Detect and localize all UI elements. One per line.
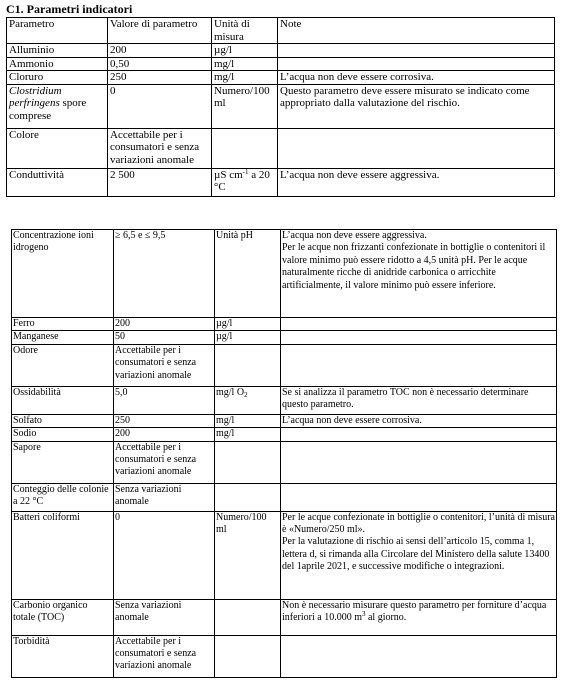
section-title: C1. Parametri indicatori xyxy=(6,2,133,16)
note-cell xyxy=(281,511,557,599)
table-header-row xyxy=(7,18,555,44)
note-superscript: 3 xyxy=(361,610,366,619)
note-cell xyxy=(278,128,555,168)
unit-cell: mg/l xyxy=(215,414,281,427)
unit-cell: Numero/100 ml xyxy=(212,84,278,128)
note-cell: Se si analizza il parametro TOC non è necessario determinare questo parametro. xyxy=(281,386,557,414)
table-row xyxy=(12,230,557,318)
note-line: L’acqua non deve essere aggressiva. xyxy=(282,230,427,241)
unit-text-post: a 20 °C xyxy=(214,168,270,193)
value-cell: 50 xyxy=(114,331,215,344)
note-cell xyxy=(281,230,557,318)
unit-cell: µg/l xyxy=(212,44,278,58)
value-cell: Accettabile per i consumatori e senza variazioni anomale xyxy=(114,344,215,386)
value-cell: Senza variazioni anomale xyxy=(114,483,215,511)
note-cell xyxy=(278,44,555,58)
table-row xyxy=(12,414,557,427)
unit-cell: Unità pH xyxy=(215,230,281,318)
value-cell: 0,50 xyxy=(108,57,212,71)
param-cell: Conteggio delle colonie a 22 °C xyxy=(12,483,114,511)
indicator-parameters-table xyxy=(6,17,555,197)
indicator-parameters-table-continued xyxy=(11,229,557,678)
unit-cell xyxy=(215,483,281,511)
param-cell: Colore xyxy=(7,128,108,168)
param-cell: Odore xyxy=(12,344,114,386)
unit-cell: mg/l xyxy=(212,71,278,85)
unit-cell: µg/l xyxy=(215,318,281,331)
value-cell: ≥ 6,5 e ≤ 9,5 xyxy=(114,230,215,318)
header-valore: Valore di parametro xyxy=(108,18,212,44)
table-row xyxy=(7,71,555,85)
note-cell: L’acqua non deve essere corrosiva. xyxy=(278,71,555,85)
note-text: Non è necessario misurare questo parametro per forniture d’acqua inferiori a 10.000 m xyxy=(282,599,547,624)
param-cell: Alluminio xyxy=(7,44,108,58)
unit-cell xyxy=(215,386,281,414)
note-cell: L’acqua non deve essere aggressiva. xyxy=(278,168,555,196)
param-cell: Batteri coliformi xyxy=(12,511,114,599)
unit-cell: µg/l xyxy=(215,331,281,344)
table-row xyxy=(12,599,557,635)
param-cell: Carbonio organico totale (TOC) xyxy=(12,599,114,635)
unit-cell: mg/l xyxy=(212,57,278,71)
unit-text: mg/l O xyxy=(216,386,245,398)
param-cell: Solfato xyxy=(12,414,114,427)
value-cell: 0 xyxy=(108,84,212,128)
value-cell: Accettabile per i consumatori e senza variazioni anomale xyxy=(114,441,215,483)
value-cell: 250 xyxy=(114,414,215,427)
value-cell: 0 xyxy=(114,511,215,599)
table-row xyxy=(7,44,555,58)
unit-cell xyxy=(212,128,278,168)
value-cell: Accettabile per i consumatori e senza variazioni anomale xyxy=(108,128,212,168)
value-cell: 200 xyxy=(114,318,215,331)
header-unita: Unità di misura xyxy=(212,18,278,44)
note-cell xyxy=(281,318,557,331)
table-row xyxy=(12,483,557,511)
param-cell: Sodio xyxy=(12,428,114,441)
value-cell: 5,0 xyxy=(114,386,215,414)
table-row xyxy=(12,428,557,441)
param-cell: Ferro xyxy=(12,318,114,331)
param-cell: Conduttività xyxy=(7,168,108,196)
unit-text: µS cm xyxy=(214,168,243,181)
note-cell xyxy=(281,635,557,677)
unit-superscript: -1 xyxy=(242,168,249,176)
unit-cell: Numero/100 ml xyxy=(215,511,281,599)
value-cell: 200 xyxy=(114,428,215,441)
table-row xyxy=(12,386,557,414)
unit-cell xyxy=(215,441,281,483)
header-note: Note xyxy=(278,18,555,44)
unit-cell xyxy=(212,168,278,196)
note-line: Per le acque non frizzanti confezionate in bottiglie o contenitori il valore minimo può essere ridotto a 4,5 unità pH. Per le acque naturalmente ricche di anidride carbonica o arricchite artificialmente, il valore minimo può essere inferiore. xyxy=(282,242,546,291)
table-row xyxy=(7,128,555,168)
unit-cell: mg/l xyxy=(215,428,281,441)
note-cell xyxy=(281,599,557,635)
note-cell xyxy=(281,483,557,511)
unit-subscript: 2 xyxy=(244,390,248,399)
value-cell: 250 xyxy=(108,71,212,85)
note-line: Per le acque confezionate in bottiglie o contenitori, l’unità di misura è «Numero/250 ml». xyxy=(282,511,555,536)
table-row xyxy=(7,84,555,128)
note-cell: Questo parametro deve essere misurato se indicato come appropriato dalla valutazione del rischio. xyxy=(278,84,555,128)
value-cell: 200 xyxy=(108,44,212,58)
table-row xyxy=(12,441,557,483)
param-italic: Clostridium perfringens xyxy=(9,84,62,109)
param-cell: Torbidità xyxy=(12,635,114,677)
table-row xyxy=(12,511,557,599)
value-cell: Senza variazioni anomale xyxy=(114,599,215,635)
param-cell: Concentrazione ioni idrogeno xyxy=(12,230,114,318)
note-line: Per la valutazione di rischio ai sensi dell’articolo 15, comma 1, lettera d, si rimanda alla Circolare del Ministero della salute 13400 del 1aprile 2021, e successive modifiche o integrazioni. xyxy=(282,536,550,573)
value-cell: Accettabile per i consumatori e senza variazioni anomale xyxy=(114,635,215,677)
note-text-post: al giorno. xyxy=(365,612,407,624)
unit-cell xyxy=(215,599,281,635)
table-row xyxy=(7,57,555,71)
table-row xyxy=(7,168,555,196)
table-row xyxy=(12,318,557,331)
header-parametro: Parametro xyxy=(7,18,108,44)
param-cell: Ammonio xyxy=(7,57,108,71)
note-cell xyxy=(281,441,557,483)
unit-cell xyxy=(215,635,281,677)
value-cell: 2 500 xyxy=(108,168,212,196)
table-row xyxy=(12,344,557,386)
param-cell xyxy=(7,84,108,128)
table-row xyxy=(12,331,557,344)
note-cell xyxy=(278,57,555,71)
note-cell xyxy=(281,344,557,386)
table-row xyxy=(12,635,557,677)
param-cell: Sapore xyxy=(12,441,114,483)
param-rest: spore comprese xyxy=(9,97,87,122)
unit-cell xyxy=(215,344,281,386)
note-cell: L’acqua non deve essere corrosiva. xyxy=(281,414,557,427)
note-cell xyxy=(281,331,557,344)
param-cell: Ossidabilità xyxy=(12,386,114,414)
param-cell: Cloruro xyxy=(7,71,108,85)
note-cell xyxy=(281,428,557,441)
param-cell: Manganese xyxy=(12,331,114,344)
